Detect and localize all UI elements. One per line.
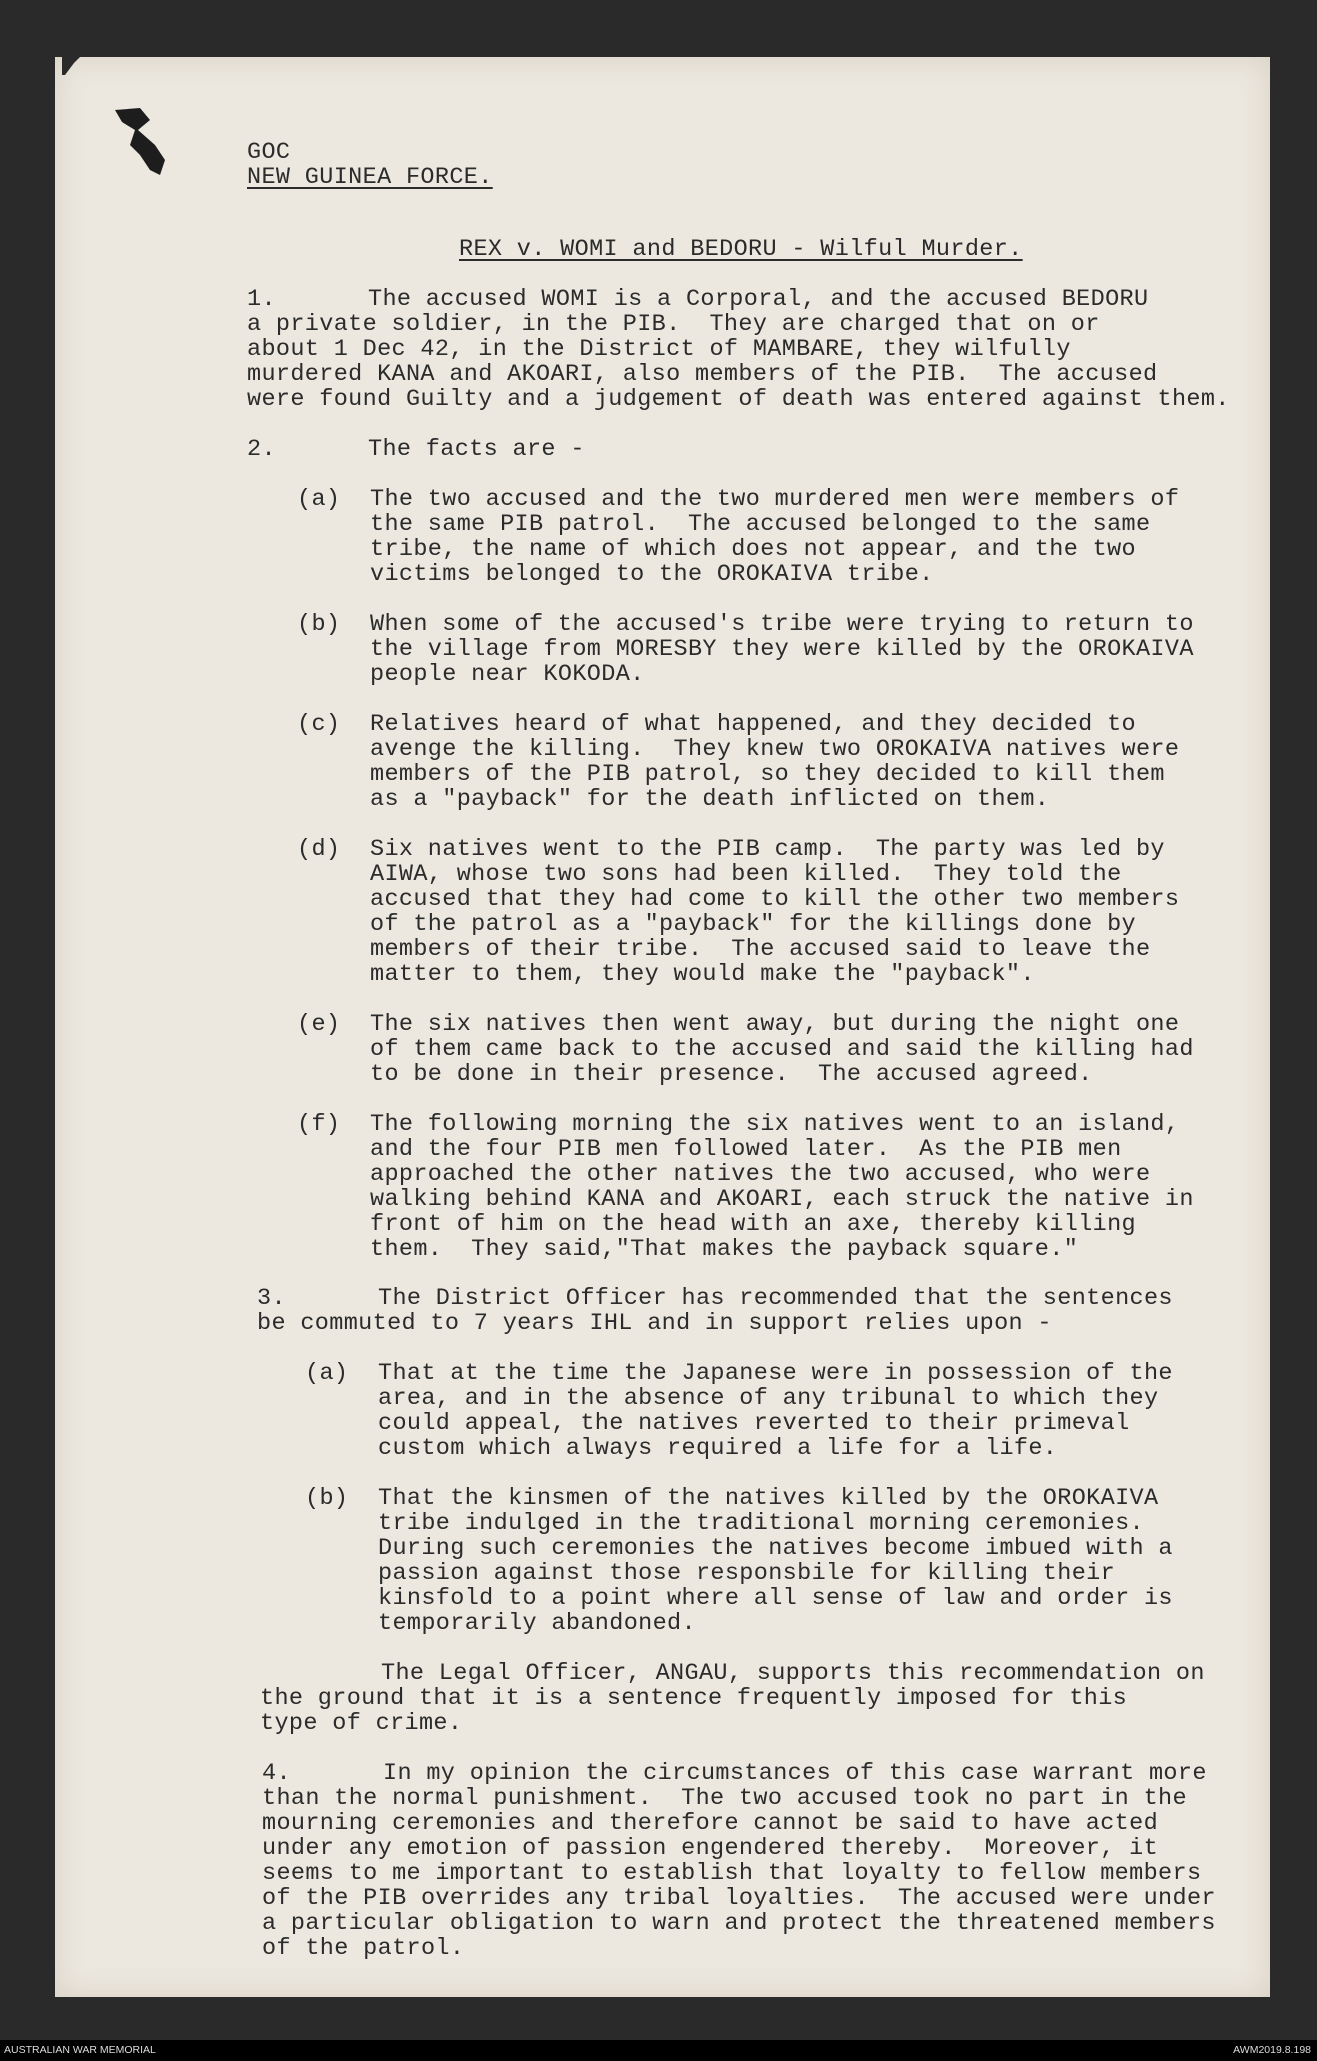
para-4-line: of the patrol.	[262, 1935, 465, 1962]
para-2-item-line: and the four PIB men followed later. As the PIB men	[370, 1136, 1122, 1163]
para-2-item-line: walking behind KANA and AKOARI, each struck the native in	[370, 1186, 1194, 1213]
para-3-item-line: tribe indulged in the traditional morning ceremonies.	[378, 1510, 1144, 1537]
para-2-item-line: to be done in their presence. The accused agreed.	[370, 1061, 1093, 1088]
para-3-line: The District Officer has recommended that the sentences	[378, 1285, 1173, 1312]
para-2-item-line: of them came back to the accused and said the killing had	[370, 1036, 1194, 1063]
para-2-item-line: of the patrol as a "payback" for the killings done by	[370, 911, 1136, 938]
para-3-item-label: (b)	[305, 1485, 349, 1512]
footer-credit: AUSTRALIAN WAR MEMORIAL	[4, 2044, 156, 2056]
para-2-item-line: Six natives went to the PIB camp. The party was led by	[370, 836, 1165, 863]
para-2-intro: The facts are -	[368, 436, 585, 463]
para-2-item-line: The two accused and the two murdered men were members of	[370, 486, 1180, 513]
para-3-item-line: kinsfold to a point where all sense of law and order is	[378, 1585, 1173, 1612]
para-4-line: than the normal punishment. The two accused took no part in the	[262, 1785, 1187, 1812]
para-3-item-line: area, and in the absence of any tribunal to which they	[378, 1385, 1159, 1412]
header-line-1: GOC	[247, 139, 291, 166]
para-2-item-line: When some of the accused's tribe were trying to return to	[370, 611, 1194, 638]
para-2-item-line: tribe, the name of which does not appear, and the two	[370, 536, 1136, 563]
para-3-item-line: That at the time the Japanese were in possession of the	[378, 1360, 1173, 1387]
para-2-item-line: them. They said,"That makes the payback square."	[370, 1236, 1079, 1263]
para-2-item-line: members of their tribe. The accused said to leave the	[370, 936, 1151, 963]
para-2-item-line: The following morning the six natives went to an island,	[370, 1111, 1180, 1138]
para-4-line: under any emotion of passion engendered thereby. Moreover, it	[262, 1835, 1159, 1862]
footer-bar	[0, 2040, 1317, 2061]
para-3-item-line: That the kinsmen of the natives killed by the OROKAIVA	[378, 1485, 1159, 1512]
para-1-line: about 1 Dec 42, in the District of MAMBARE, they wilfully	[247, 336, 1071, 363]
header-line-2: NEW GUINEA FORCE.	[247, 164, 493, 191]
para-3-line: be commuted to 7 years IHL and in support relies upon -	[257, 1310, 1052, 1337]
para-2-item-line: front of him on the head with an axe, thereby killing	[370, 1211, 1136, 1238]
document-title: REX v. WOMI and BEDORU - Wilful Murder.	[459, 236, 1023, 263]
para-2-item-line: the village from MORESBY they were killed by the OROKAIVA	[370, 636, 1194, 663]
para-2-item-label: (b)	[297, 611, 341, 638]
para-2-item-label: (c)	[297, 711, 341, 738]
para-2-item-line: AIWA, whose two sons had been killed. They told the	[370, 861, 1122, 888]
torn-hole	[110, 100, 190, 190]
para-2-item-label: (a)	[297, 486, 341, 513]
para-2-item-label: (e)	[297, 1011, 341, 1038]
para-3-legal-line: type of crime.	[260, 1710, 463, 1737]
para-3-item-line: could appeal, the natives reverted to their primeval	[378, 1410, 1130, 1437]
para-4-line: of the PIB overrides any tribal loyalties. The accused were under	[262, 1885, 1216, 1912]
para-3-item-line: During such ceremonies the natives become imbued with a	[378, 1535, 1173, 1562]
para-1-line: a private soldier, in the PIB. They are charged that on or	[247, 311, 1100, 338]
para-2-item-line: avenge the killing. They knew two OROKAIVA natives were	[370, 736, 1180, 763]
para-4-line: In my opinion the circumstances of this case warrant more	[383, 1760, 1207, 1787]
para-2-item-line: victims belonged to the OROKAIVA tribe.	[370, 561, 934, 588]
para-2-item-line: Relatives heard of what happened, and they decided to	[370, 711, 1136, 738]
para-4-line: mourning ceremonies and therefore cannot be said to have acted	[262, 1810, 1159, 1837]
para-1-line: murdered KANA and AKOARI, also members of the PIB. The accused	[247, 361, 1158, 388]
footer-accession: AWM2019.8.198	[1233, 2044, 1311, 2056]
para-2-item-line: members of the PIB patrol, so they decided to kill them	[370, 761, 1165, 788]
para-2-number: 2.	[247, 436, 276, 463]
para-1-line: The accused WOMI is a Corporal, and the accused BEDORU	[368, 286, 1149, 313]
para-3-item-line: passion against those responsbile for killing their	[378, 1560, 1116, 1587]
para-2-item-line: people near KOKODA.	[370, 661, 645, 688]
para-2-item-label: (f)	[297, 1111, 341, 1138]
para-1-number: 1.	[247, 286, 276, 313]
para-1-line: were found Guilty and a judgement of death was entered against them.	[247, 386, 1230, 413]
para-2-item-label: (d)	[297, 836, 341, 863]
para-3-item-line: custom which always required a life for a life.	[378, 1435, 1058, 1462]
para-3-item-label: (a)	[305, 1360, 349, 1387]
para-3-legal-line: the ground that it is a sentence frequently imposed for this	[260, 1685, 1128, 1712]
para-3-number: 3.	[257, 1285, 286, 1312]
para-2-item-line: matter to them, they would make the "payback".	[370, 961, 1035, 988]
para-2-item-line: as a "payback" for the death inflicted on them.	[370, 786, 1050, 813]
para-4-line: a particular obligation to warn and protect the threatened members	[262, 1910, 1216, 1937]
para-3-legal-line: The Legal Officer, ANGAU, supports this recommendation on	[381, 1660, 1205, 1687]
para-4-number: 4.	[262, 1760, 291, 1787]
para-2-item-line: accused that they had come to kill the other two members	[370, 886, 1180, 913]
para-2-item-line: approached the other natives the two accused, who were	[370, 1161, 1151, 1188]
para-2-item-line: The six natives then went away, but during the night one	[370, 1011, 1180, 1038]
para-2-item-line: the same PIB patrol. The accused belonged to the same	[370, 511, 1151, 538]
para-4-line: seems to me important to establish that loyalty to fellow members	[262, 1860, 1202, 1887]
para-3-item-line: temporarily abandoned.	[378, 1610, 696, 1637]
